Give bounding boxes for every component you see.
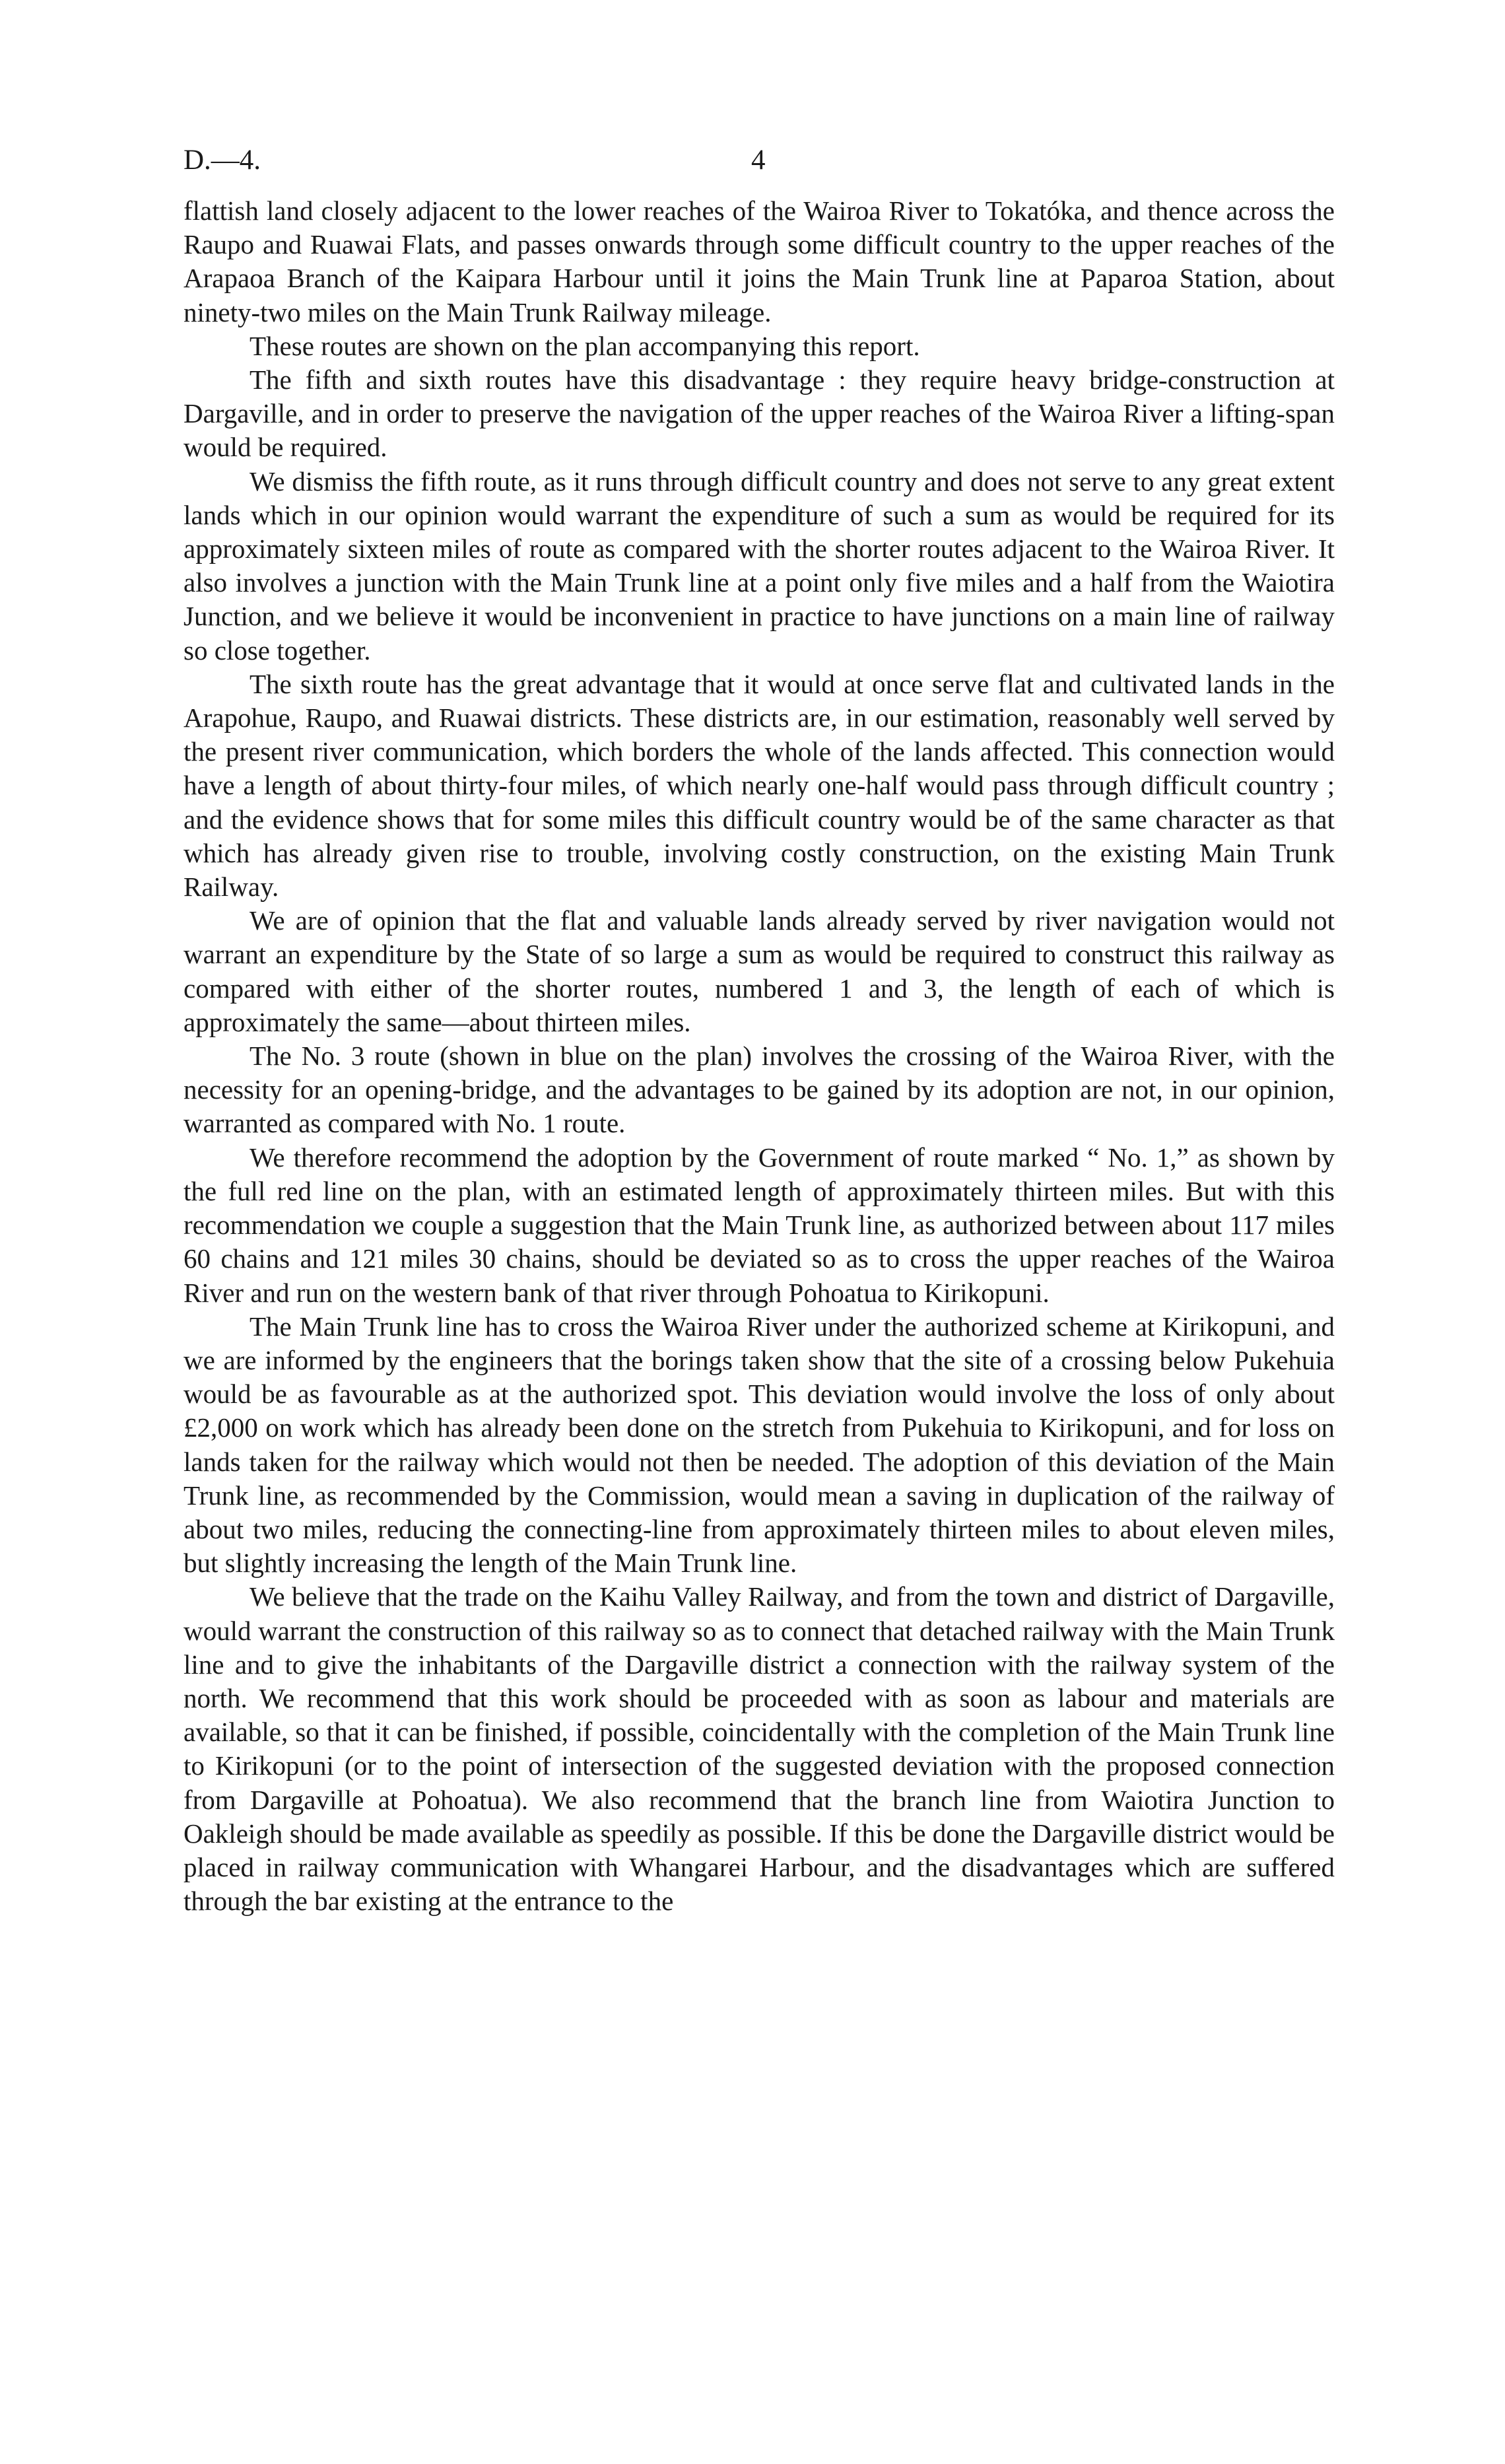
body-text (184, 194, 1335, 1918)
paragraph: These routes are shown on the plan accompanying this report. (250, 330, 920, 361)
paragraph: The fifth and sixth routes have this disadvantage : they require heavy bridge-construction at Dargaville, and in order to preserve the navigation of the upper reaches of the Wairoa River a lifting-span would be required. (184, 364, 1335, 463)
paragraph: The Main Trunk line has to cross the Wairoa River under the authorized scheme at Kirikopuni, and we are informed by the engineers that the borings taken show that the site of a crossing below Pukehuia would be as favourable as at the authorized spot. This deviation would involve the loss of only about £2,000 on work which has already been done on the stretch from Pukehuia to Kirikopuni, and for loss on lands taken for the railway which would not then be needed. The adoption of this deviation of the Main Trunk line, as recommended by the Commission, would mean a saving in duplication of the railway of about two miles, reducing the connecting-line from approximately thirteen miles to about eleven miles, but slightly increasing the length of the Main Trunk line. (184, 1311, 1335, 1579)
paragraph: We are of opinion that the flat and valuable lands already served by river navigation would not warrant an expenditure by the State of so large a sum as would be required to construct this railway as compared with either of the shorter routes, numbered 1 and 3, the length of each of which is approximately the same—about thirteen miles. (184, 905, 1335, 1037)
paragraph: The sixth route has the great advantage that it would at once serve flat and cultivated lands in the Arapohue, Raupo, and Ruawai districts. These districts are, in our estimation, reasonably well served by the present river communication, which borders the whole of the lands affected. This connection would have a length of about thirty-four miles, of which nearly one-half would pass through difficult country ; and the evidence shows that for some miles this difficult country would be of the same character as that which has already given rise to trouble, involving costly construction, on the existing Main Trunk Railway. (184, 668, 1335, 903)
page-number: 4 (751, 145, 766, 176)
paragraph: We dismiss the fifth route, as it runs through difficult country and does not serve to any great extent lands which in our opinion would warrant the expenditure of such a sum as would be required for its approximately sixteen miles of route as compared with the shorter routes adjacent to the Wairoa River. It also involves a junction with the Main Trunk line at a point only five miles and a half from the Waiotira Junction, and we believe it would be inconvenient in practice to have junctions on a main line of railway so close together. (184, 465, 1335, 666)
document-reference: D.—4. (184, 145, 261, 176)
page-header (184, 144, 1335, 190)
paragraph: We believe that the trade on the Kaihu Valley Railway, and from the town and district of Dargaville, would warrant the construction of this railway so as to connect that detached railway with the Main Trunk line and to give the inhabitants of the Dargaville district a connection with the railway system of the north. We recommend that this work should be proceeded with as soon as labour and materials are available, so that it can be finished, if possible, coincidentally with the completion of the Main Trunk line to Kirikopuni (or to the point of intersection of the suggested deviation with the proposed connection from Dargaville at Pohoatua). We also recommend that the branch line from Waiotira Junction to Oakleigh should be made available as speedily as possible. If this be done the Dargaville district would be placed in railway communication with Whangarei Harbour, and the disadvantages which are suffered through the bar existing at the entrance to the (184, 1581, 1335, 1917)
paragraph: The No. 3 route (shown in blue on the plan) involves the crossing of the Wairoa River, with the necessity for an opening-bridge, and the advantages to be gained by its adoption are not, in our opinion, warranted as compared with No. 1 route. (184, 1041, 1335, 1139)
paragraph: We therefore recommend the adoption by the Government of route marked “ No. 1,” as shown by the full red line on the plan, with an estimated length of approximately thirteen miles. But with this recommendation we couple a suggestion that the Main Trunk line, as authorized between about 117 miles 60 chains and 121 miles 30 chains, should be deviated so as to cross the upper reaches of the Wairoa River and run on the western bank of that river through Pohoatua to Kirikopuni. (184, 1142, 1335, 1308)
paragraph-continuation: flattish land closely adjacent to the lower reaches of the Wairoa River to Tokatóka, and thence across the Raupo and Ruawai Flats, and passes onwards through some difficult country to the upper reaches of the Arapaoa Branch of the Kaipara Harbour until it joins the Main Trunk line at Paparoa Station, about ninety-two miles on the Main Trunk Railway mileage. (184, 195, 1335, 327)
